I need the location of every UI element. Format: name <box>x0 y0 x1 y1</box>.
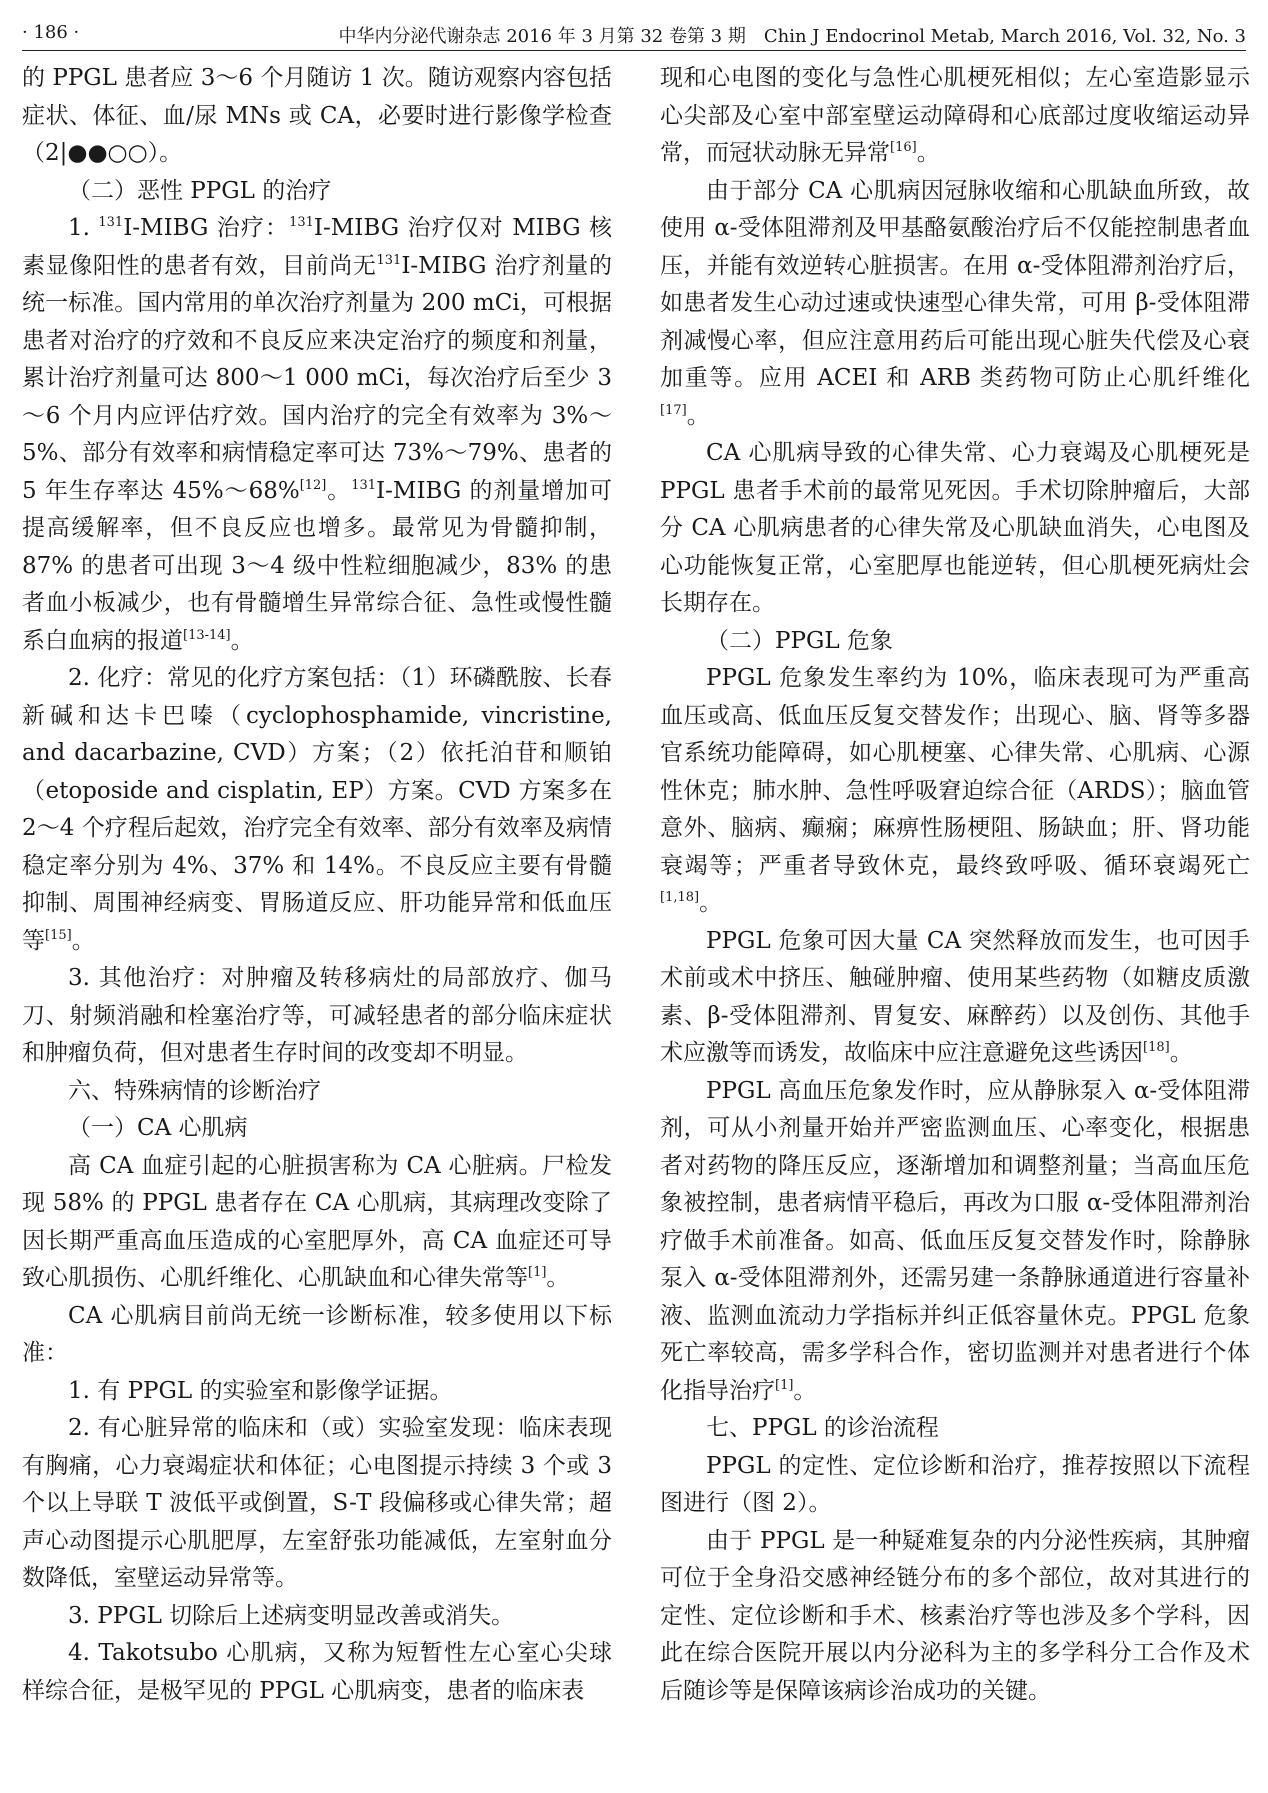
paragraph: 1. $^{131}$I-MIBG 治疗：$^{131}$I-MIBG 治疗仅对 MIBG 核素显像阳性的患者有效，目前尚无$^{131}$I-MIBG 治疗剂量的统一标准。国内常用的单次治疗剂量为 200 mCi，可根据患者对治疗的疗效和不良反应来决定治疗的频度和剂量，累计治疗剂量可达 800～1 000 mCi，每次治疗后至少 3～6 个月内应评估疗效。国内治疗的完全有效率为 3%～5%、部分有效率和病情稳定率可达 73%～79%、患者的 5 年生存率达 45%～68%[12]。$^{131}$I-MIBG 的剂量增加可提高缓解率，但不良反应也增多。最常见为骨髓抑制，87% 的患者可出现 3～4 级中性粒细胞减少，83% 的患者血小板减少，也有骨髓增生异常综合征、急性或慢性髓系白血病的报道[13-14]。 <box>22 215 612 654</box>
paragraph: 3. 其他治疗：对肿瘤及转移病灶的局部放疗、伽马刀、射频消融和栓塞治疗等，可减轻患者的部分临床症状和肿瘤负荷，但对患者生存时间的改变却不明显。 <box>22 965 612 1066</box>
page-number: · 186 · <box>22 22 80 43</box>
left-column <box>22 60 612 1710</box>
paragraph: 4. Takotsubo 心肌病，又称为短暂性左心室心尖球样综合征，是极罕见的 PPGL 心肌病变，患者的临床表 <box>22 1640 612 1704</box>
journal-citation: 中华内分泌代谢杂志 2016 年 3 月第 32 卷第 3 期 Chin J Endocrinol Metab, March 2016, Vol. 32, No. 3 <box>338 26 1246 47</box>
paragraph: 由于部分 CA 心肌病因冠脉收缩和心肌缺血所致，故使用 α-受体阻滞剂及甲基酪氨酸治疗后不仅能控制患者血压，并能有效逆转心脏损害。在用 α-受体阻滞剂治疗后，如患者发生心动过速或快速型心律失常，可用 β-受体阻滞剂减慢心率，但应注意用药后可能出现心脏失代偿及心衰加重等。应用 ACEI 和 ARB 类药物可防止心肌纤维化[17]。 <box>660 177 1250 429</box>
paragraph: PPGL 危象可因大量 CA 突然释放而发生，也可因手术前或术中挤压、触碰肿瘤、使用某些药物（如糖皮质激素、β-受体阻滞剂、胃复安、麻醉药）以及创伤、其他手术应激等而诱发，故临床中应注意避免这些诱因[18]。 <box>660 927 1250 1066</box>
paragraph: CA 心肌病导致的心律失常、心力衰竭及心肌梗死是 PPGL 患者手术前的最常见死因。手术切除肿瘤后，大部分 CA 心肌病患者的心律失常及心肌缺血消失，心电图及心功能恢复正常，心室肥厚也能逆转，但心肌梗死病灶会长期存在。 <box>660 440 1250 616</box>
paragraph: 的 PPGL 患者应 3～6 个月随访 1 次。随访观察内容包括症状、体征、血/尿 MNs 或 CA，必要时进行影像学检查（2|●●○○）。 <box>22 65 612 166</box>
paragraph: PPGL 的定性、定位诊断和治疗，推荐按照以下流程图进行（图 2）。 <box>660 1452 1250 1516</box>
paragraph: 七、PPGL 的诊治流程 <box>706 1415 939 1441</box>
paragraph: （一）CA 心肌病 <box>68 1115 248 1141</box>
paragraph: 六、特殊病情的诊断治疗 <box>68 1077 321 1104</box>
page-header <box>22 16 1246 51</box>
paragraph: PPGL 高血压危象发作时，应从静脉泵入 α-受体阻滞剂，可从小剂量开始并严密监测血压、心率变化，根据患者对药物的降压反应，逐渐增加和调整剂量；当高血压危象被控制，患者病情平稳后，再改为口服 α-受体阻滞剂治疗做手术前准备。如高、低血压反复交替发作时，除静脉泵入 α-受体阻滞剂外，还需另建一条静脉通道进行容量补液、监测血流动力学指标并纠正低容量休克。PPGL 危象死亡率较高，需多学科合作，密切监测并对患者进行个体化指导治疗[1]。 <box>660 1077 1250 1404</box>
paragraph: 由于 PPGL 是一种疑难复杂的内分泌性疾病，其肿瘤可位于全身沿交感神经链分布的多个部位，故对其进行的定性、定位诊断和手术、核素治疗等也涉及多个学科，因此在综合医院开展以内分泌科为主的多学科分工合作及术后随诊等是保障该病诊治成功的关键。 <box>660 1527 1250 1704</box>
right-column <box>660 60 1250 1710</box>
paragraph: 高 CA 血症引起的心脏损害称为 CA 心脏病。尸检发现 58% 的 PPGL 患者存在 CA 心肌病，其病理改变除了因长期严重高血压造成的心室肥厚外，高 CA 血症还可导致心肌损伤、心肌纤维化、心肌缺血和心律失常等[1]。 <box>22 1152 612 1291</box>
paragraph: 2. 有心脏异常的临床和（或）实验室发现：临床表现有胸痛，心力衰竭症状和体征；心电图提示持续 3 个或 3 个以上导联 T 波低平或倒置，S-T 段偏移或心律失常；超声心动图提示心肌肥厚，左室舒张功能减低，左室射血分数降低，室壁运动异常等。 <box>22 1415 612 1591</box>
paragraph: 3. PPGL 切除后上述病变明显改善或消失。 <box>68 1602 515 1629</box>
paragraph: 1. 有 PPGL 的实验室和影像学证据。 <box>68 1377 453 1404</box>
paragraph: 现和心电图的变化与急性心肌梗死相似；左心室造影显示心尖部及心室中部室壁运动障碍和心底部过度收缩运动异常，而冠状动脉无异常[16]。 <box>660 65 1250 166</box>
paragraph: PPGL 危象发生率约为 10%，临床表现可为严重高血压或高、低血压反复交替发作；出现心、脑、肾等多器官系统功能障碍，如心肌梗塞、心律失常、心肌病、心源性休克；肺水肿、急性呼吸窘迫综合征（ARDS）；脑血管意外、脑病、癫痫；麻痹性肠梗阻、肠缺血；肝、肾功能衰竭等；严重者导致休克，最终致呼吸、循环衰竭死亡[1,18]。 <box>660 665 1250 916</box>
paragraph: 2. 化疗：常见的化疗方案包括：（1）环磷酰胺、长春新碱和达卡巴嗪（cyclophosphamide, vincristine, and dacarbazine, CVD）方案；（2）依托泊苷和顺铂（etoposide and cisplatin, EP）方案。CVD 方案多在 2～4 个疗程后起效，治疗完全有效率、部分有效率及病情稳定率分别为 4%、37% 和 14%。不良反应主要有骨髓抑制、周围神经病变、胃肠道反应、肝功能异常和低血压等[15]。 <box>22 665 612 954</box>
paragraph: （二）PPGL 危象 <box>706 627 893 654</box>
paragraph: CA 心肌病目前尚无统一诊断标准，较多使用以下标准： <box>22 1302 612 1366</box>
paragraph: （二）恶性 PPGL 的治疗 <box>68 177 332 204</box>
